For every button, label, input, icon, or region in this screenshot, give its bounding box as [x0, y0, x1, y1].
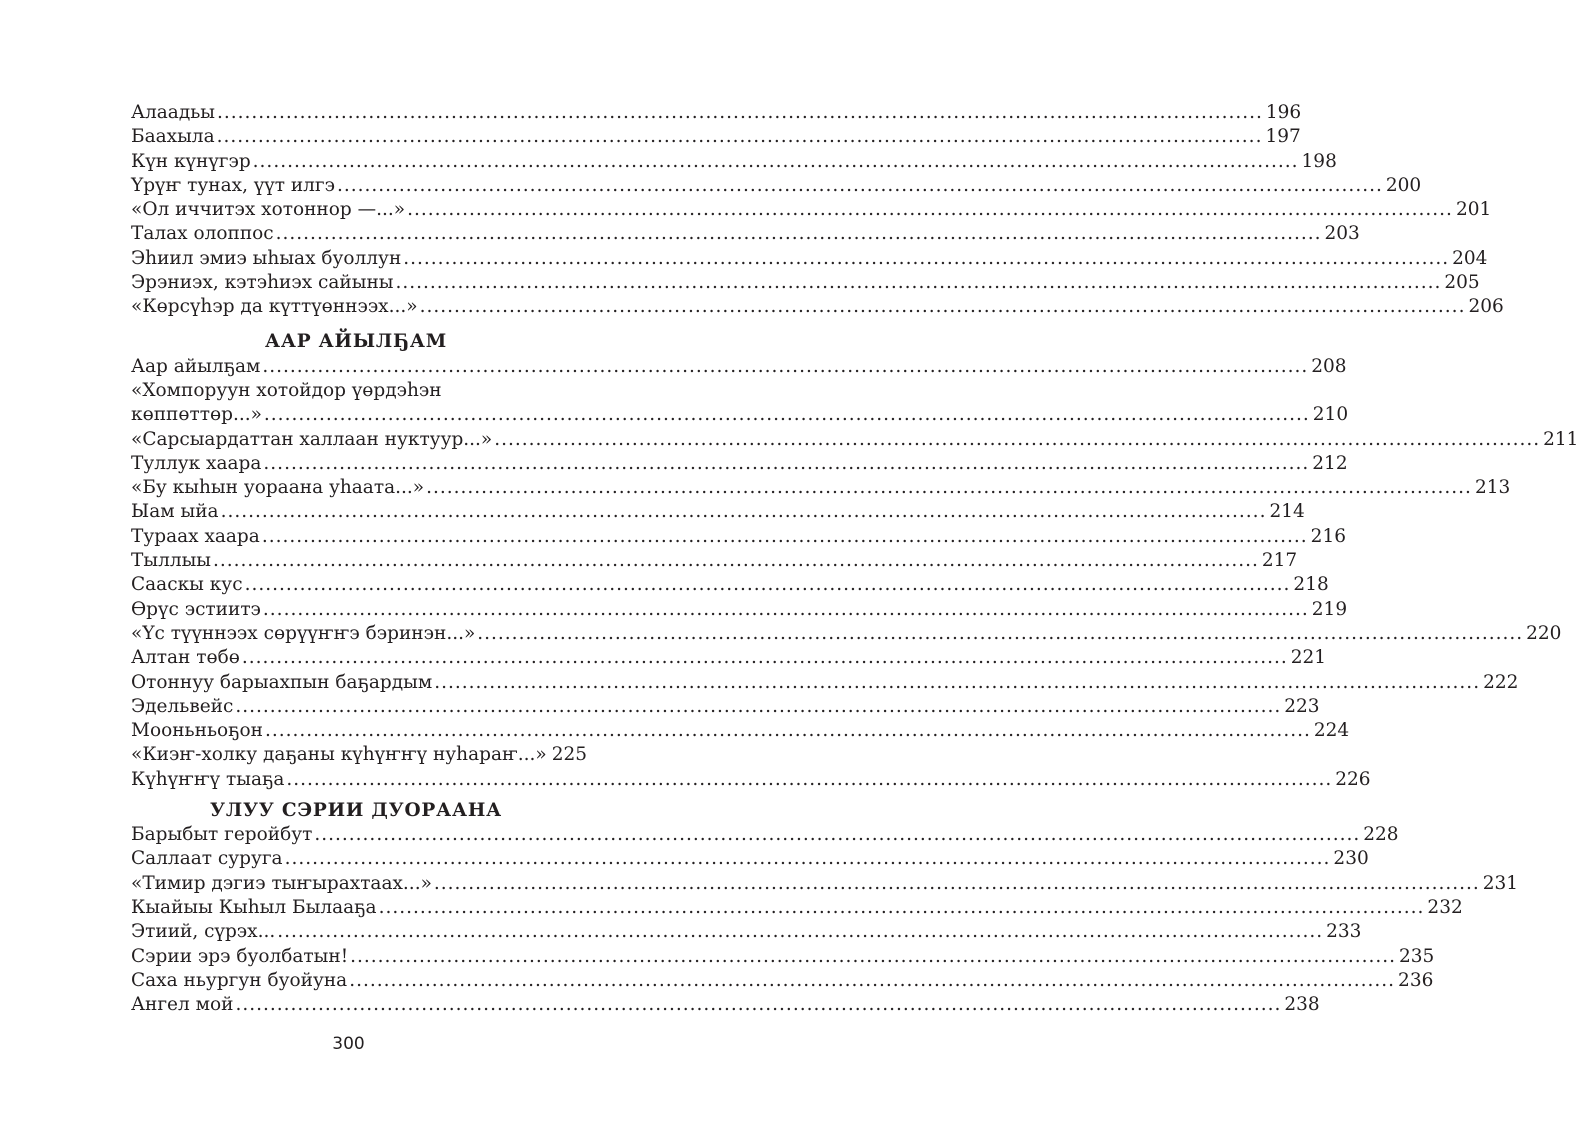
- toc-entry-page: 235: [1399, 945, 1435, 967]
- toc-entry-title: Кыайыы Кыһыл Былааҕа: [131, 896, 377, 918]
- dot-leader: [265, 719, 1311, 743]
- dot-leader: [396, 271, 1442, 295]
- toc-entry-title: «Үс түүннээх сөрүүҥҥэ бэринэн...»: [131, 622, 476, 644]
- toc-entry-page: 224: [1313, 720, 1350, 742]
- dot-leader: [379, 896, 1425, 920]
- toc-entry: [131, 271, 1480, 295]
- table-of-contents: [131, 101, 1578, 1017]
- dot-leader: [403, 247, 1449, 271]
- toc-entry-title: Алаадьы: [131, 102, 216, 123]
- toc-entry-title: Саха ньургун буойуна: [131, 969, 348, 991]
- toc-entry-title: Саллаат суруга: [131, 848, 283, 870]
- toc-entry-page: 200: [1385, 174, 1422, 196]
- dot-leader: [263, 598, 1309, 622]
- dot-leader: [350, 945, 1396, 969]
- toc-section: [131, 101, 1504, 320]
- toc-entry-title: Барыбыт геройбут: [131, 824, 313, 846]
- toc-entry-page: 220: [1526, 622, 1562, 644]
- dot-leader: [285, 847, 1331, 871]
- toc-entry-title: Тыллыы: [131, 550, 212, 572]
- dot-leader: [262, 525, 1308, 549]
- dot-leader: [420, 295, 1466, 319]
- dot-leader: [221, 500, 1267, 524]
- toc-entry-page: 211: [1543, 428, 1578, 450]
- toc-entry-page: 219: [1311, 598, 1348, 620]
- dot-leader: [263, 452, 1309, 476]
- toc-entry: [131, 573, 1329, 597]
- dot-leader: [277, 920, 1323, 944]
- toc-entry-page: 212: [1312, 452, 1348, 474]
- dot-leader: [477, 622, 1523, 646]
- toc-entry-title: «Тимир дэгиэ тыҥырахтаах...»: [131, 872, 432, 894]
- toc-entry-title: Ыам ыйа: [131, 501, 219, 523]
- toc-entry: [131, 945, 1435, 969]
- toc-section: [131, 330, 1578, 792]
- toc-entry-title: «Сарсыардаттан халлаан нуктуур...»: [131, 428, 493, 450]
- dot-leader: [494, 428, 1540, 452]
- toc-entry: [131, 847, 1369, 871]
- dot-leader: [235, 993, 1281, 1017]
- toc-entry: [131, 295, 1504, 319]
- dot-leader: [245, 573, 1291, 597]
- toc-entry-page: 230: [1333, 848, 1369, 870]
- toc-entry-page: 203: [1324, 223, 1360, 245]
- toc-entry: [131, 403, 1349, 427]
- dot-leader: [235, 695, 1281, 719]
- toc-entry: [131, 355, 1347, 379]
- toc-entry-title: Эдельвейс: [131, 695, 234, 717]
- toc-entry: [131, 768, 1371, 792]
- toc-entry-page: 196: [1265, 102, 1302, 123]
- toc-entry: [131, 247, 1488, 271]
- toc-entry-title: «Көрсүһэр да күттүөннээх...»: [131, 296, 418, 318]
- toc-entry-page: 204: [1452, 247, 1488, 269]
- toc-entry-page: 236: [1398, 969, 1434, 991]
- toc-entry: [131, 671, 1519, 695]
- toc-entry-title: Талах олоппос: [131, 223, 274, 245]
- toc-entry-title-line: «Хомпоруун хотойдор үөрдэһэн: [131, 379, 442, 401]
- toc-entry: [131, 222, 1360, 246]
- toc-entry: [131, 896, 1463, 920]
- toc-entry-title: Өрүс эстиитэ: [131, 598, 261, 620]
- toc-entry-title: Эһиил эмиэ ыһыах буоллун: [131, 247, 402, 269]
- toc-entry-page: 231: [1482, 872, 1519, 894]
- dot-leader: [264, 403, 1310, 427]
- section-heading: УЛУУ СЭРИИ ДУОРААНА: [210, 800, 502, 822]
- toc-entry: [131, 872, 1519, 896]
- toc-entry-page: 201: [1455, 199, 1492, 221]
- toc-entry-page: 238: [1284, 994, 1320, 1016]
- toc-entry-page: 213: [1474, 477, 1511, 499]
- toc-section: [131, 799, 1519, 1017]
- toc-entry-title: Сэрии эрэ буолбатын!: [131, 945, 349, 967]
- dot-leader: [242, 646, 1288, 670]
- toc-entry-page: 214: [1269, 501, 1305, 523]
- toc-entry: [131, 598, 1348, 622]
- toc-entry: [131, 428, 1578, 452]
- dot-leader: [217, 101, 1263, 125]
- toc-entry-title: Күн күнүгэр: [131, 150, 251, 172]
- toc-entry-title: «Бу кыһын уораана уһаата...»: [131, 477, 425, 499]
- toc-entry-page: 222: [1483, 671, 1519, 693]
- toc-entry-title: Аар айылҕам: [131, 355, 261, 377]
- toc-entry-title: Туллук хаара: [131, 452, 262, 474]
- toc-entry-title: Тураах хаара: [131, 525, 260, 547]
- toc-entry-page: 217: [1261, 550, 1298, 572]
- dot-leader: [276, 222, 1322, 246]
- dot-leader: [434, 671, 1480, 695]
- dot-leader: [337, 174, 1383, 198]
- toc-entry-page: 226: [1335, 768, 1371, 790]
- toc-entry-title: Этиий, сүрэх...: [131, 921, 276, 943]
- dot-leader: [262, 355, 1308, 379]
- toc-entry: [131, 525, 1346, 549]
- toc-entry-page: 233: [1326, 921, 1362, 943]
- toc-entry-title: Үрүҥ тунах, үүт илгэ: [131, 174, 335, 196]
- toc-entry: [131, 743, 588, 767]
- toc-entry-title: көппөттөр...»: [131, 404, 262, 426]
- toc-entry-page: 208: [1311, 355, 1347, 377]
- toc-entry-page: 221: [1290, 647, 1327, 669]
- dot-leader: [217, 125, 1263, 149]
- toc-entry: [131, 993, 1320, 1017]
- toc-entry: [131, 823, 1399, 847]
- toc-entry-title: «Ол иччитэх хотоннор —...»: [131, 199, 406, 221]
- toc-entry-title: Күһүҥҥү тыаҕа: [131, 768, 285, 790]
- toc-entry: [131, 101, 1302, 125]
- dot-leader: [253, 150, 1299, 174]
- toc-entry-title: Мооньньоҕон: [131, 720, 263, 742]
- toc-entry-page: 205: [1444, 272, 1480, 294]
- toc-entry-page: 198: [1301, 150, 1337, 172]
- toc-entry-page: 206: [1468, 296, 1504, 318]
- toc-entry-page: 232: [1427, 896, 1463, 918]
- toc-entry: [131, 646, 1327, 670]
- toc-entry: [131, 549, 1298, 573]
- dot-leader: [349, 969, 1395, 993]
- toc-entry-page: 197: [1265, 126, 1301, 148]
- toc-entry-title: Ангел мой: [131, 994, 234, 1016]
- toc-entry-title: Алтан төбө: [131, 647, 240, 669]
- toc-entry-page: 218: [1293, 574, 1329, 596]
- toc-entry: [131, 719, 1350, 743]
- section-heading: ААР АЙЫЛҔАМ: [264, 330, 448, 352]
- dot-leader: [434, 872, 1480, 896]
- toc-entry: [131, 969, 1434, 993]
- toc-entry-page: 210: [1312, 404, 1349, 426]
- dot-leader: [213, 549, 1259, 573]
- toc-entry-page: 225: [551, 744, 588, 766]
- dot-leader: [286, 768, 1332, 792]
- page-number: 300: [332, 1034, 365, 1054]
- toc-entry: [131, 452, 1348, 476]
- toc-entry-page: 228: [1363, 824, 1399, 846]
- toc-entry-page: 216: [1310, 525, 1346, 547]
- toc-entry-title: Эрэниэх, кэтэһиэх сайыны: [131, 272, 394, 294]
- toc-entry: [131, 150, 1337, 174]
- toc-entry: [131, 695, 1320, 719]
- toc-entry-title: «Киэҥ-холку даҕаны күһүҥҥү нуһараҥ...»: [131, 744, 547, 766]
- toc-entry: [131, 500, 1305, 524]
- toc-entry-title: Отоннуу барыахпын баҕардым: [131, 671, 433, 693]
- dot-leader: [407, 198, 1453, 222]
- toc-entry-title: Баахыла: [131, 126, 215, 148]
- dot-leader: [426, 476, 1472, 500]
- toc-entry: [131, 622, 1562, 646]
- toc-entry-page: 223: [1284, 695, 1320, 717]
- toc-entry-title: Сааскы кус: [131, 574, 243, 596]
- toc-entry: [131, 125, 1301, 149]
- toc-entry: [131, 476, 1511, 500]
- toc-entry: [131, 920, 1362, 944]
- toc-entry: [131, 198, 1492, 222]
- dot-leader: [314, 823, 1360, 847]
- toc-entry: [131, 174, 1422, 198]
